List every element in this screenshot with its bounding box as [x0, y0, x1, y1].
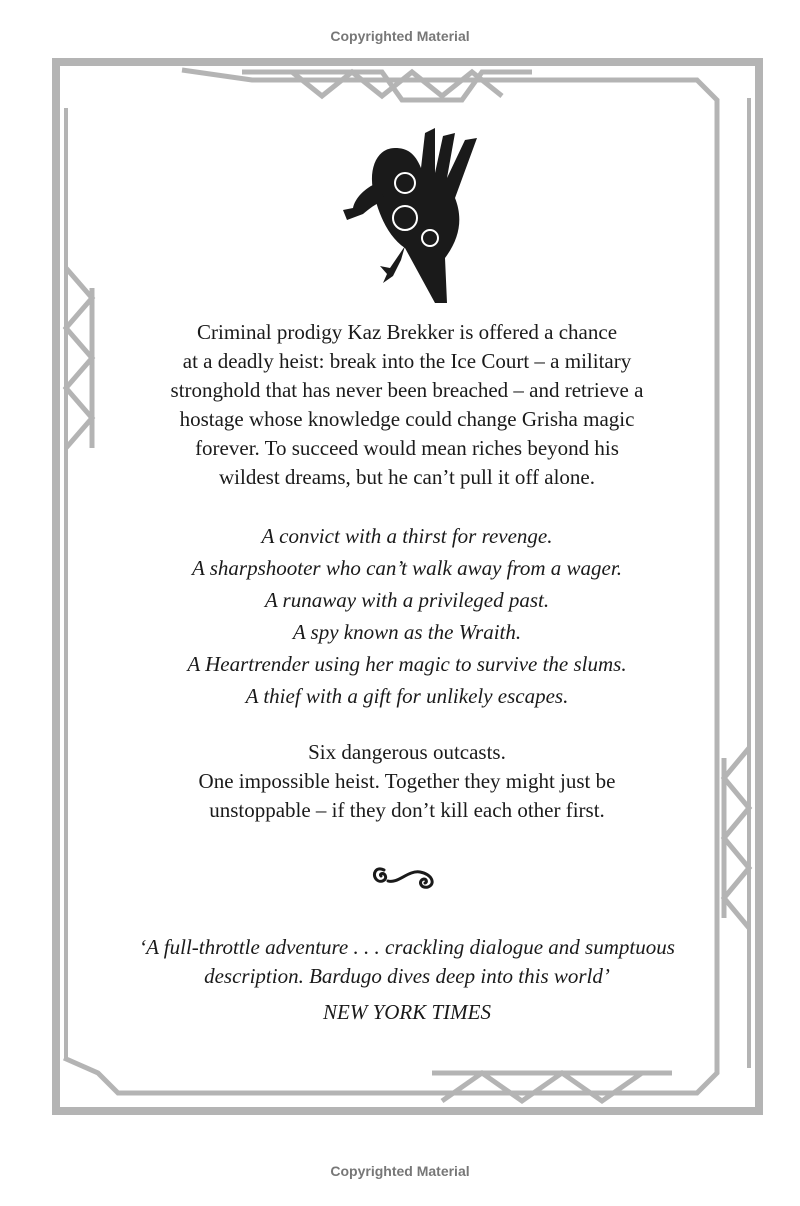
copyright-header: Copyrighted Material — [330, 28, 470, 44]
character-line: A spy known as the Wraith. — [292, 620, 522, 644]
copyright-footer: Copyrighted Material — [330, 1163, 470, 1179]
tagline-line: unstoppable – if they don’t kill each other first. — [209, 798, 605, 822]
synopsis-line: forever. To succeed would mean riches beyond his — [195, 436, 619, 460]
synopsis-line: at a deadly heist: break into the Ice Court – a military — [182, 349, 632, 373]
review-line: ‘A full-throttle adventure . . . crackling dialogue and sumptuous — [139, 935, 675, 959]
tagline-line: One impossible heist. Together they might just be — [198, 769, 616, 793]
synopsis-line: stronghold that has never been breached – and retrieve a — [170, 378, 644, 402]
character-line: A sharpshooter who can’t walk away from a wager. — [192, 556, 622, 580]
character-line: A convict with a thirst for revenge. — [261, 524, 553, 548]
tagline — [60, 738, 754, 825]
synopsis-line: wildest dreams, but he can’t pull it off alone. — [219, 465, 595, 489]
synopsis — [60, 318, 754, 492]
tagline-line: Six dangerous outcasts. — [308, 740, 506, 764]
character-line: A runaway with a privileged past. — [264, 588, 550, 612]
character-line: A thief with a gift for unlikely escapes. — [245, 684, 569, 708]
review-source: NEW YORK TIMES — [323, 1000, 491, 1024]
raven-illustration — [335, 128, 480, 306]
review-line: description. Bardugo dives deep into this world’ — [204, 964, 610, 988]
synopsis-line: Criminal prodigy Kaz Brekker is offered a chance — [196, 320, 618, 344]
synopsis-line: hostage whose knowledge could change Grisha magic — [179, 407, 635, 431]
character-line: A Heartrender using her magic to survive the slums. — [187, 652, 627, 676]
character-list — [60, 520, 754, 712]
swirl-ornament-icon — [370, 862, 440, 890]
review-quote — [60, 933, 754, 991]
